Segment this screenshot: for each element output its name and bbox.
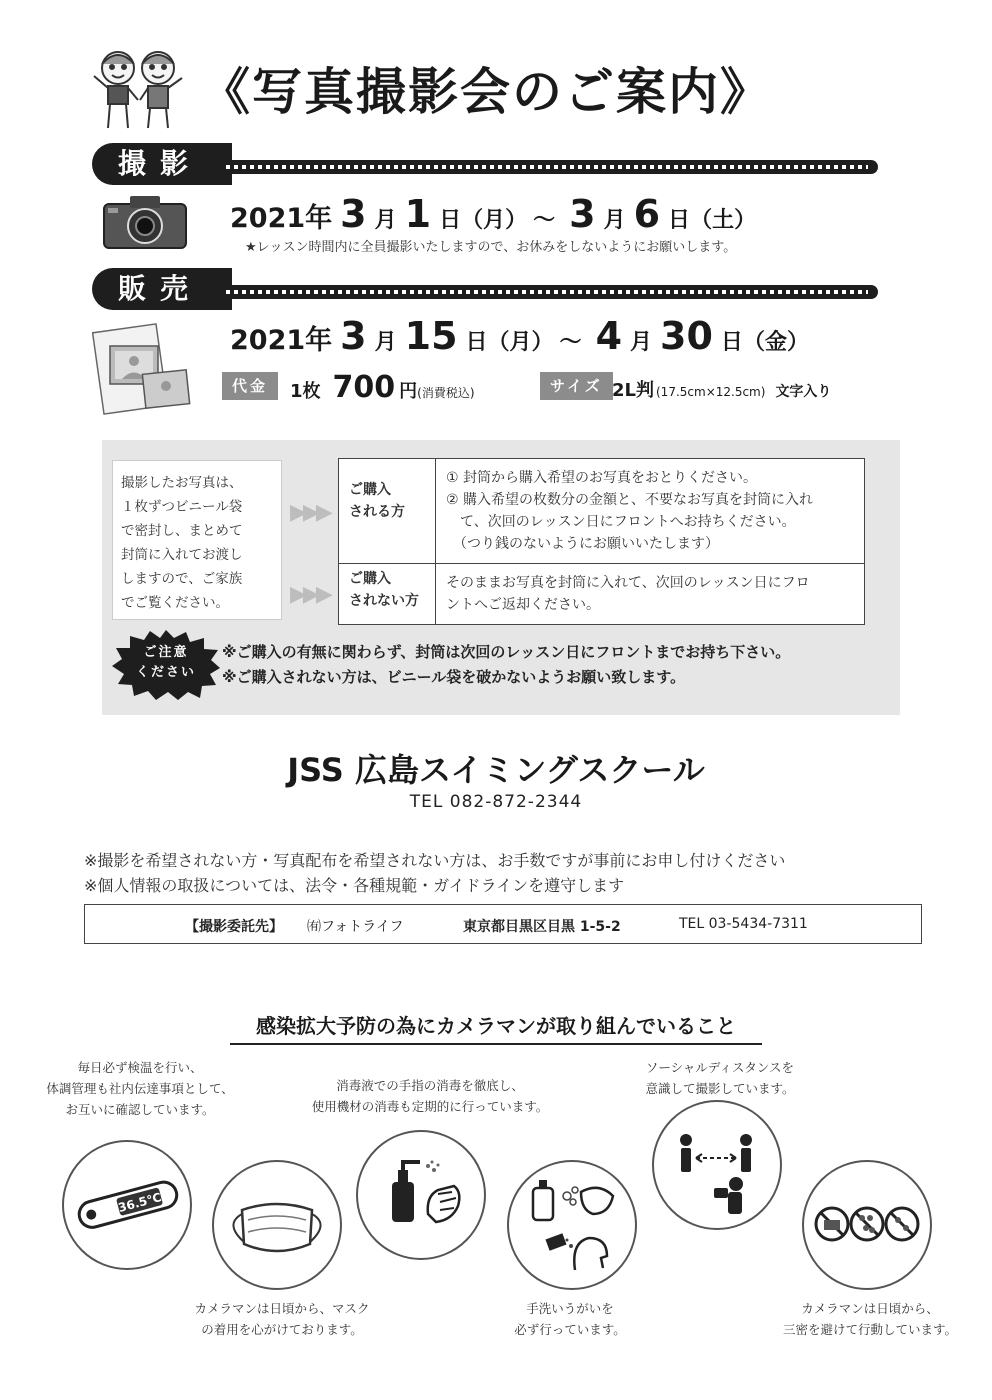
caption-line: ソーシャルディスタンスを (645, 1060, 795, 1075)
sale-separator: ～ (559, 330, 582, 355)
remark-line-1: ※撮影を希望されない方・写真配布を希望されない方は、お手数ですが事前にお申し付けください (84, 851, 786, 870)
caption-line: 三密を避けて行動しています。 (782, 1322, 957, 1337)
shoot-year: 2021年 (230, 203, 333, 234)
sanitizer-icon (356, 1130, 486, 1260)
purchase-table (338, 458, 865, 625)
caption-line: カメラマンは日頃から、 (801, 1301, 939, 1316)
shoot-day-unit-2: 日 (668, 208, 691, 233)
children-illustration (88, 40, 188, 135)
size-note: (17.5cm×12.5cm) (656, 385, 766, 399)
guide-lead-line: で密封し、まとめて (121, 523, 243, 539)
shoot-month-unit-2: 月 (603, 208, 626, 233)
purchase-body-nobuy (436, 564, 865, 625)
header-line: される方 (349, 504, 405, 520)
body-line: て、次回のレッスン日にフロントへお持ちください。 (446, 514, 796, 530)
body-line: ① 封筒から購入希望のお写真をおとりください。 (446, 470, 757, 486)
contractor-address: 東京都目黒区目黒 1-5-2 (463, 919, 621, 935)
body-line: そのままお写真を封筒に入れて、次回のレッスン日にフロ (446, 575, 810, 591)
caption-line: お互いに確認しています。 (65, 1102, 215, 1117)
price-tax-note: (消費税込) (417, 386, 475, 400)
size-tag: サイズ (540, 372, 613, 400)
caption-three-c (770, 1298, 970, 1340)
caution-badge-line: ください (135, 665, 196, 680)
arrow-icon: ▶▶▶ (290, 500, 329, 525)
prevention-title (0, 1010, 992, 1045)
size-value: 2L判 (612, 380, 654, 401)
guide-lead-line: 封筒に入れてお渡し (121, 547, 243, 563)
caution-line-1: ※ご購入の有無に関わらず、封筒は次回のレッスン日にフロントまでお持ち下さい。 (222, 643, 791, 661)
size-line (612, 376, 831, 402)
header-line: ご購入 (349, 571, 391, 587)
purchase-row-buy (339, 459, 865, 564)
shoot-end-day: 6 (633, 192, 661, 236)
sale-day-unit: 日 (465, 330, 488, 355)
price-unit: 円 (399, 381, 418, 402)
school-name: JSS 広島スイミングスクール (287, 751, 705, 789)
contractor-box (84, 904, 922, 944)
sale-day-unit-2: 日 (720, 330, 743, 355)
sale-start-month: 3 (340, 314, 367, 358)
purchase-header-buy (339, 459, 436, 564)
caption-line: 毎日必ず検温を行い、 (77, 1060, 203, 1075)
purchase-header-nobuy (339, 564, 436, 625)
camera-icon (100, 192, 190, 256)
sale-year: 2021年 (230, 325, 333, 356)
shoot-date-range (230, 192, 756, 236)
price-line (290, 370, 475, 405)
caution-badge (112, 630, 220, 700)
caution-badge-line: ご注意 (143, 645, 189, 660)
price-count: 1枚 (290, 381, 321, 402)
sale-section-label: 販売 (92, 268, 232, 310)
sale-date-range (230, 314, 809, 358)
price-tag: 代金 (222, 372, 278, 400)
thermometer-icon (62, 1140, 192, 1270)
caption-handwash (500, 1298, 640, 1340)
caption-line: 必ず行っています。 (514, 1322, 626, 1337)
shoot-day-unit: 日 (439, 208, 462, 233)
shoot-section-line (220, 160, 878, 174)
sale-end-weekday: （金） (742, 330, 809, 355)
price-value: 700 (332, 370, 396, 405)
contractor-label: 【撮影委託先】 (185, 919, 283, 935)
contractor-tel: TEL 03-5434-7311 (679, 916, 808, 932)
caption-line: 手洗いうがいを (526, 1301, 614, 1316)
shoot-start-weekday: （月） (461, 208, 528, 233)
guide-lead-line: 撮影したお写真は、 (121, 475, 243, 491)
shoot-separator: ～ (533, 208, 556, 233)
purchase-body-buy (436, 459, 865, 564)
header-line: されない方 (349, 593, 419, 609)
body-line: ② 購入希望の枚数分の金額と、不要なお写真を封筒に入れ (446, 492, 813, 508)
social-distance-icon (652, 1100, 782, 1230)
shoot-end-month: 3 (569, 192, 596, 236)
guide-lead-line: １枚ずつビニール袋 (121, 499, 243, 515)
caption-line: 意識して撮影しています。 (645, 1081, 795, 1096)
shoot-end-weekday: （土） (690, 208, 757, 233)
sale-month-unit: 月 (374, 330, 397, 355)
sale-end-day: 30 (660, 314, 713, 358)
shoot-start-month: 3 (340, 192, 367, 236)
contractor-name: ㈲フォトライフ (307, 919, 404, 935)
thermometer-reading: 36.5℃ (116, 1190, 163, 1216)
school-tel: TEL 082-872-2344 (409, 792, 583, 812)
caption-line: 体調管理も社内伝達事項として、 (46, 1081, 234, 1096)
body-line: （つり銭のないようにお願いいたします） (446, 536, 719, 552)
shoot-section-label: 撮影 (92, 143, 232, 185)
caption-line: 使用機材の消毒も定期的に行っています。 (311, 1099, 549, 1114)
size-extra: 文字入り (775, 384, 832, 400)
caption-line: の着用を心がけております。 (201, 1322, 363, 1337)
caption-distance (630, 1057, 810, 1099)
sale-start-weekday: （月） (487, 330, 554, 355)
shoot-note: ★レッスン時間内に全員撮影いたしますので、お休みをしないようにお願いします。 (245, 240, 737, 255)
sale-end-month: 4 (595, 314, 623, 358)
caption-temperature (30, 1057, 250, 1120)
mask-icon (212, 1160, 342, 1290)
avoid-three-c-icon (802, 1160, 932, 1290)
sale-section-line (220, 285, 878, 299)
guide-lead-line: でご覧ください。 (121, 595, 229, 611)
shoot-start-day: 1 (404, 192, 432, 236)
caption-line: 消毒液での手指の消毒を徹底し、 (336, 1078, 524, 1093)
remark-line-2: ※個人情報の取扱については、法令・各種規範・ガイドラインを遵守します (84, 876, 625, 895)
body-line: ントへご返却ください。 (446, 597, 600, 613)
guide-lead-box (112, 460, 282, 620)
page-title: 《写真撮影会のご案内》 (200, 63, 772, 121)
arrow-icon: ▶▶▶ (290, 582, 329, 607)
caution-line-2: ※ご購入されない方は、ビニール袋を破かないようお願い致します。 (222, 668, 686, 686)
sale-start-day: 15 (404, 314, 458, 358)
guide-lead-line: しますので、ご家族 (121, 571, 243, 587)
caption-disinfect (300, 1075, 560, 1117)
header-line: ご購入 (349, 482, 391, 498)
photo-envelope-icon (92, 320, 192, 419)
sale-month-unit-2: 月 (630, 330, 653, 355)
purchase-row-nobuy (339, 564, 865, 625)
shoot-month-unit: 月 (374, 208, 397, 233)
prevention-title-text: 感染拡大予防の為にカメラマンが取り組んでいること (230, 1010, 762, 1045)
caption-line: カメラマンは日頃から、マスク (194, 1301, 370, 1316)
caption-mask (182, 1298, 382, 1340)
handwash-icon (507, 1160, 637, 1290)
